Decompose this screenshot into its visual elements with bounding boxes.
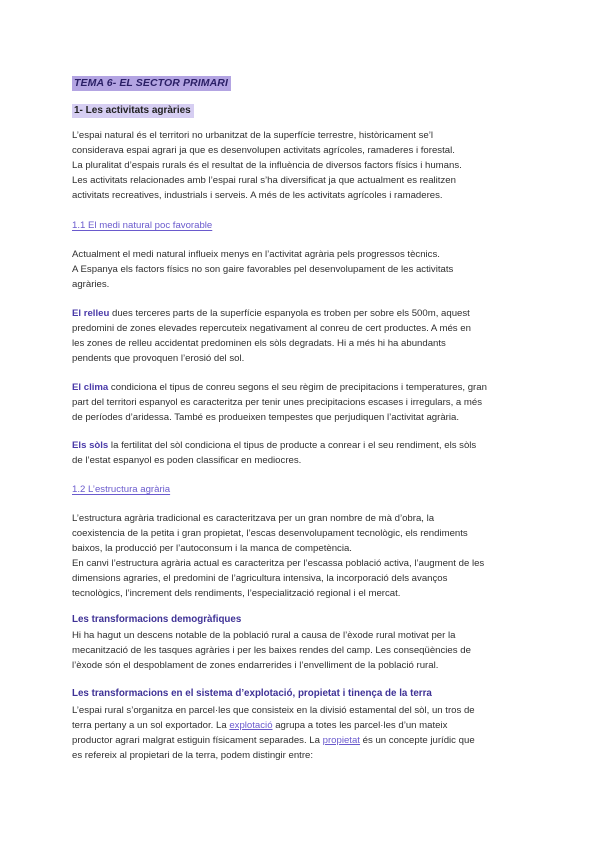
demo-paragraph: Hi ha hagut un descens notable de la població rural a causa de l’èxode rural motivat per la mecanització de les tasques agràries i per les baixes rendes del camp. Les conseqüències de l’èxode són el despoblament de zones endarrerides i l’envelliment de la població rural. [72,630,471,671]
page-title: TEMA 6- EL SECTOR PRIMARI [72,76,231,91]
estructura-paragraph: L’estructura agrària tradicional es caracteritzava per un gran nombre de mà d’obra, la coexistencia de la petita i gran propietat, l’escas desenvolupament tecnològic, els rendiments baixos, la producció per l’autoconsum i la manca de competència. En canvi l’estructura agrària actual es caracteritza per l’escassa població activa, l’augment de les dimensions agraries, el predomini de l’agricultura intensiva, la incorporació dels avanços tecnològics, l’increment dels rendiments, l’especialització regional i el mercat. [72,513,485,599]
sols-keyword: Els sòls [72,440,109,451]
sistema-paragraph: L’espai rural s’organitza en parcel·les que consisteix en la divisió estamental del sòl, un tros de terra pertany a un sol exportador. La explotació agrupa a totes les parcel·les d’un mateix productor agrari malgrat estiguin físicament separades. La propietat és un concepte jurídic que es refereix al propietari de la terra, podem distingir entre: [72,705,475,761]
heading-transformacions-demografiques: Les transformacions demogràfiques [72,614,242,625]
link-propietat[interactable]: propietat [322,735,360,746]
relleu-paragraph: El relleu dues terceres parts de la superfície espanyola es troben per sobre els 500m, aquest predomini de zones elevades repercuteix negativament al conreu de cert productes. A més en les zones de relleu accidentat predominen els sòls degradats. Hi a més hi ha abundants pendents que provoquen l’erosió del sol. [72,308,471,364]
relleu-keyword: El relleu [72,308,110,319]
intro-paragraph: L’espai natural és el territori no urbanitzat de la superfície terrestre, històricament se’l considerava espai agrari ja que es desenvolupen activitats agrícoles, ramaderes i forestal. La pluralitat d’espais rurals és el resultat de la influència de diversos factors físics i humans. Les activitats relacionades amb l’espai rural s’ha diversificat ja que actualment es realitzen activitats recreatives, industrials i serveis. A més de les activitats agrícoles i ramaderes. [72,130,462,201]
medi-paragraph: Actualment el medi natural influeix menys en l’activitat agrària pels progressos tècnics. A Espanya els factors físics no son gaire favorables pel desenvolupament de les activitats agràries. [72,249,454,290]
link-explotacio[interactable]: explotació [229,720,273,731]
section-estructura-agraria: 1.2 L’estructura agrària [72,484,171,495]
clima-keyword: El clima [72,382,109,393]
sols-paragraph: Els sòls la fertilitat del sòl condiciona el tipus de producte a conrear i el seu rendiment, els sòls de l’estat espanyol es poden classificar en mediocres. [72,440,477,466]
section-medi-natural: 1.1 El medi natural poc favorable [72,220,213,231]
heading-sistema-explotacio: Les transformacions en el sistema d’explotació, propietat i tinença de la terra [72,688,432,699]
clima-paragraph: El clima condiciona el tipus de conreu segons el seu règim de precipitacions i temperatures, gran part del territori espanyol es caracteritza per tenir unes precipitacions escases i irregulars, a més de períodes d’aridessa. També es produeixen tempestes que perjudiquen l’activitat agrària. [72,382,487,423]
heading-activitats-agraries: 1- Les activitats agràries [72,104,194,118]
